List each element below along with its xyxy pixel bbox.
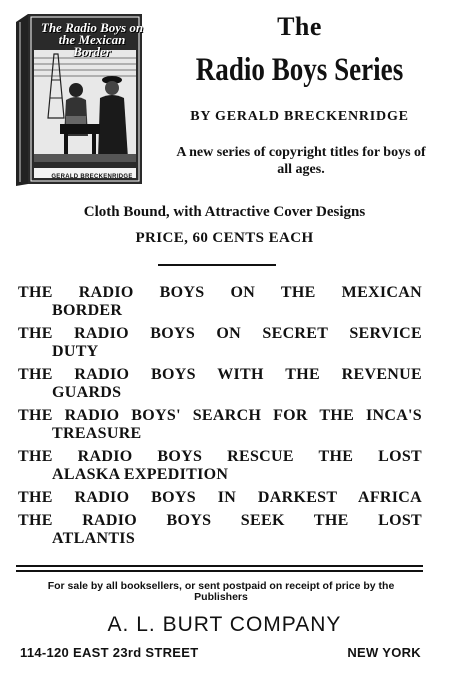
title-line-2: DUTY — [52, 343, 99, 360]
title-line-1: THE RADIO BOYS ON THE MEXICAN — [18, 284, 422, 301]
divider-double-top — [16, 565, 423, 567]
title-item — [18, 489, 422, 507]
series-heading-the: The — [277, 12, 322, 41]
title-line-2: ALASKA EXPEDITION — [52, 466, 229, 483]
titles-list — [18, 284, 422, 553]
title-item — [18, 284, 422, 320]
title-line-1: THE RADIO BOYS SEEK THE LOST — [18, 512, 422, 529]
sale-note: For sale by all booksellers, or sent postpaid on receipt of price by the Publishers — [47, 580, 395, 603]
price-note: PRICE, 60 CENTS EACH — [135, 230, 314, 246]
title-item — [18, 448, 422, 484]
title-item — [18, 512, 422, 548]
title-item — [18, 325, 422, 361]
title-line-2: ATLANTIS — [52, 530, 136, 547]
publisher-city: NEW YORK — [347, 645, 421, 660]
divider-short — [158, 264, 276, 266]
title-line-1: THE RADIO BOYS WITH THE REVENUE — [18, 366, 422, 383]
series-description: A new series of copyright titles for boys of all ages. — [176, 145, 426, 177]
binding-note: Cloth Bound, with Attractive Cover Designs — [83, 204, 366, 220]
title-item — [18, 407, 422, 443]
title-line-2: BORDER — [52, 302, 123, 319]
title-line-1: THE RADIO BOYS ON SECRET SERVICE — [18, 325, 422, 342]
title-line-1: THE RADIO BOYS IN DARKEST AFRICA — [18, 489, 422, 506]
book-cover-author: GERALD BRECKENRIDGE — [51, 174, 133, 180]
divider-double-bottom — [16, 570, 423, 572]
title-line-1: THE RADIO BOYS' SEARCH FOR THE INCA'S — [18, 407, 422, 424]
title-line-2: TREASURE — [52, 425, 142, 442]
title-line-2: GUARDS — [52, 384, 122, 401]
series-author: BY GERALD BRECKENRIDGE — [190, 109, 409, 124]
title-line-1: THE RADIO BOYS RESCUE THE LOST — [18, 448, 422, 465]
title-item — [18, 366, 422, 402]
publisher-address: 114-120 EAST 23rd STREET — [20, 645, 199, 660]
book-cover-title: The Radio Boys on the Mexican Border — [40, 20, 144, 59]
publisher-name: A. L. BURT COMPANY — [107, 613, 342, 636]
series-heading: Radio Boys Series — [195, 52, 404, 88]
book-cover-illustration — [14, 8, 144, 188]
